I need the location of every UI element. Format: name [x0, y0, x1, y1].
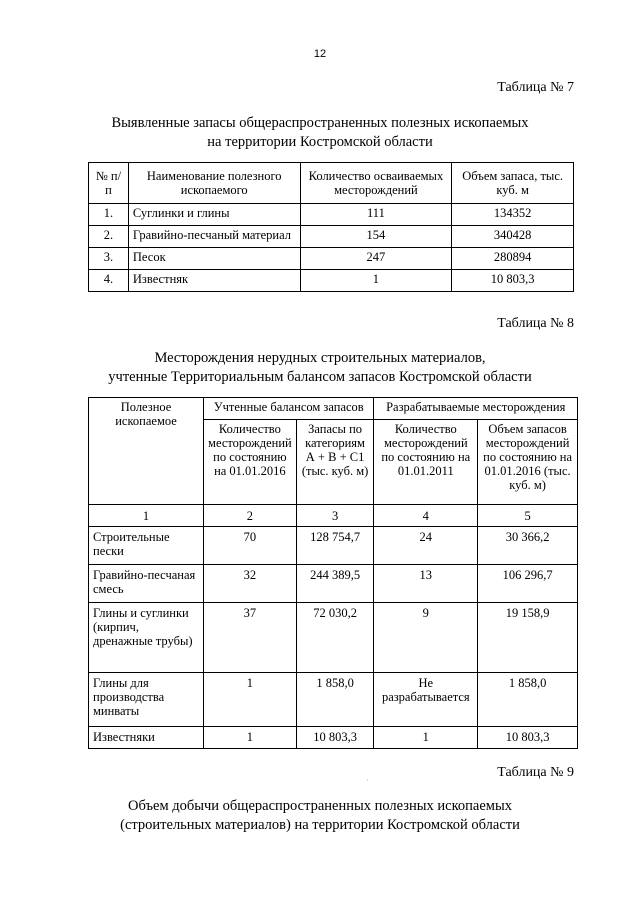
- table7-header-cell: Наименование полезного ископаемого: [128, 163, 300, 204]
- table-cell: Гравийно-песчаный материал: [128, 226, 300, 248]
- table-cell: 134352: [452, 204, 574, 226]
- table8-title: [0, 349, 640, 387]
- table-cell: 24: [374, 527, 478, 565]
- column-number: 2: [204, 505, 297, 527]
- table-cell: 128 754,7: [296, 527, 374, 565]
- table-cell: 111: [300, 204, 452, 226]
- column-number: 1: [89, 505, 204, 527]
- table-cell: 32: [204, 565, 297, 603]
- table-row: [89, 248, 574, 270]
- table-cell: 10 803,3: [478, 727, 578, 749]
- table8-group-header: Разрабатываемые месторождения: [374, 398, 578, 420]
- table-cell: Известняки: [89, 727, 204, 749]
- table8-title-line2: учтенные Территориальным балансом запасов Костромской области: [108, 369, 532, 385]
- table-cell: 4.: [89, 270, 129, 292]
- table7-header-cell: № п/п: [89, 163, 129, 204]
- table-row: [89, 226, 574, 248]
- table-cell: 37: [204, 603, 297, 673]
- table-cell: 1: [300, 270, 452, 292]
- column-number: 5: [478, 505, 578, 527]
- table-cell: Известняк: [128, 270, 300, 292]
- scan-dot: ·: [366, 776, 369, 785]
- table-cell: Гравийно-песчаная смесь: [89, 565, 204, 603]
- page-number: 12: [313, 48, 327, 60]
- table8-header-mineral: Полезное ископаемое: [89, 398, 204, 505]
- table-cell: 2.: [89, 226, 129, 248]
- table-row: [89, 270, 574, 292]
- table-cell: Глины для производства минваты: [89, 673, 204, 727]
- table-cell: 1: [374, 727, 478, 749]
- table-cell: 19 158,9: [478, 603, 578, 673]
- table8-subheader-cell: Количество месторождений по состоянию на 01.01.2016: [204, 420, 297, 505]
- table7-header-cell: Объем запаса, тыс. куб. м: [452, 163, 574, 204]
- table8: [88, 397, 578, 749]
- column-number: 3: [296, 505, 374, 527]
- table-cell: 247: [300, 248, 452, 270]
- table9-label: Таблица № 9: [497, 765, 574, 780]
- table8-group-header: Учтенные балансом запасов: [204, 398, 374, 420]
- table8-title-line1: Месторождения нерудных строительных материалов,: [154, 350, 486, 366]
- table-row: [89, 204, 574, 226]
- table9-title-line1: Объем добычи общераспространенных полезных ископаемых: [128, 798, 512, 814]
- table-cell: Не разрабатывается: [374, 673, 478, 727]
- table7-label: Таблица № 7: [497, 80, 574, 95]
- table-cell: 106 296,7: [478, 565, 578, 603]
- table-cell: 280894: [452, 248, 574, 270]
- table-cell: 244 389,5: [296, 565, 374, 603]
- table7-header-cell: Количество осваиваемых месторождений: [300, 163, 452, 204]
- table7-header-row: [89, 163, 574, 204]
- table8-subheader-cell: Количество месторождений по состоянию на 01.01.2011: [374, 420, 478, 505]
- table-cell: 3.: [89, 248, 129, 270]
- table-cell: 72 030,2: [296, 603, 374, 673]
- table7-title: [0, 114, 640, 152]
- table-cell: 1: [204, 727, 297, 749]
- table-cell: Песок: [128, 248, 300, 270]
- table-cell: 70: [204, 527, 297, 565]
- table-cell: Строительные пески: [89, 527, 204, 565]
- table9-title-line2: (строительных материалов) на территории Костромской области: [120, 817, 520, 833]
- table-cell: 13: [374, 565, 478, 603]
- table-cell: 10 803,3: [452, 270, 574, 292]
- table-cell: Суглинки и глины: [128, 204, 300, 226]
- column-number: 4: [374, 505, 478, 527]
- table9-title: [0, 797, 640, 835]
- table-cell: 1 858,0: [296, 673, 374, 727]
- table7: [88, 162, 574, 292]
- table-cell: 9: [374, 603, 478, 673]
- table8-number-row: [89, 505, 578, 527]
- table8-group-header-row: [89, 398, 578, 420]
- table-cell: 10 803,3: [296, 727, 374, 749]
- table8-subheader-cell: Объем запасов месторождений по состоянию на 01.01.2016 (тыс. куб. м): [478, 420, 578, 505]
- table-cell: 1: [204, 673, 297, 727]
- table-row: [89, 673, 578, 727]
- table-row: [89, 603, 578, 673]
- table-cell: Глины и суглинки (кирпич, дренажные трубы): [89, 603, 204, 673]
- table-row: [89, 565, 578, 603]
- table8-label: Таблица № 8: [497, 316, 574, 331]
- table8-subheader-cell: Запасы по категориям А + В + С1 (тыс. куб. м): [296, 420, 374, 505]
- table-row: [89, 727, 578, 749]
- table7-title-line1: Выявленные запасы общераспространенных полезных ископаемых: [111, 115, 529, 131]
- table-cell: 1 858,0: [478, 673, 578, 727]
- table-cell: 1.: [89, 204, 129, 226]
- table-cell: 154: [300, 226, 452, 248]
- table-row: [89, 527, 578, 565]
- table7-title-line2: на территории Костромской области: [207, 134, 433, 150]
- table-cell: 340428: [452, 226, 574, 248]
- table-cell: 30 366,2: [478, 527, 578, 565]
